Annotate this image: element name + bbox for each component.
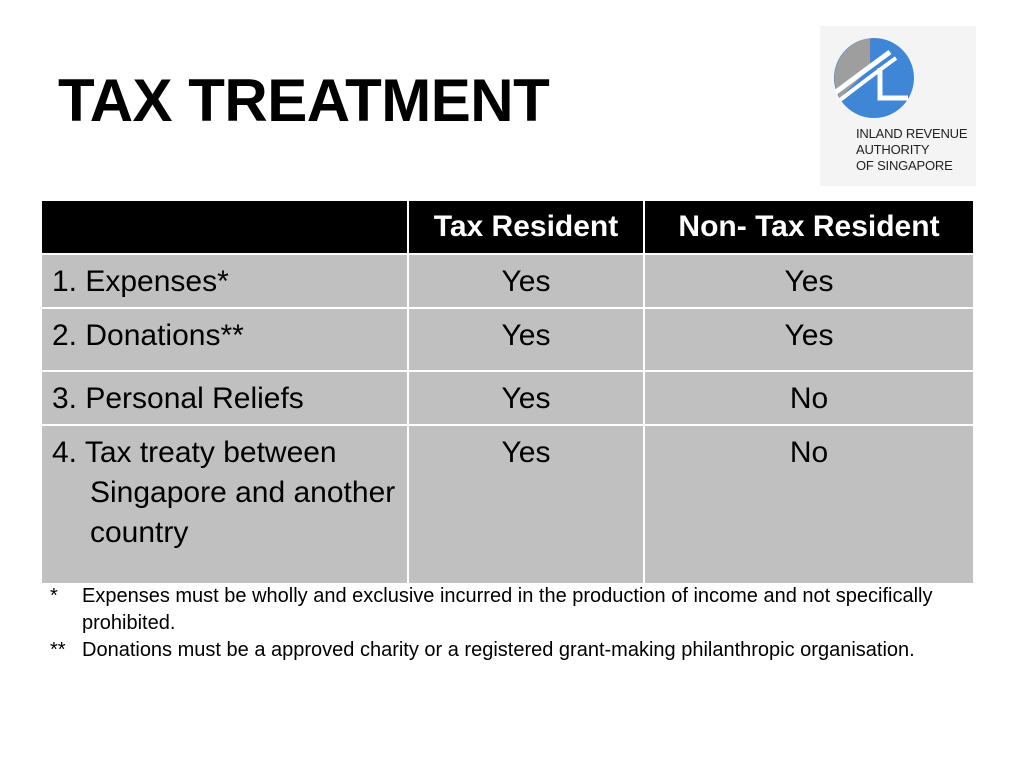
non-tax-resident-value: Yes: [644, 308, 974, 371]
iras-emblem-icon: [830, 34, 920, 124]
non-tax-resident-value: No: [644, 371, 974, 425]
logo-line-3: OF SINGAPORE: [856, 158, 953, 173]
logo-line-2: AUTHORITY: [856, 142, 930, 157]
non-tax-resident-value: No: [644, 425, 974, 584]
header-blank-cell: [41, 200, 408, 254]
table-row: [41, 425, 974, 584]
footnotes: [50, 583, 950, 664]
table-row: [41, 371, 974, 425]
tax-treatment-table: [40, 199, 975, 585]
tax-resident-value: Yes: [408, 371, 644, 425]
logo-line-1: INLAND REVENUE: [856, 126, 968, 141]
row-label: 2. Donations**: [41, 308, 408, 371]
tax-resident-value: Yes: [408, 308, 644, 371]
non-tax-resident-value: Yes: [644, 254, 974, 308]
footnote-text: Expenses must be wholly and exclusive incurred in the production of income and not specifically prohibited.: [82, 585, 933, 634]
tax-resident-value: Yes: [408, 254, 644, 308]
footnote-marker: *: [50, 585, 58, 607]
table-header-row: [41, 200, 974, 254]
logo-wordmark: [856, 126, 967, 174]
footnote-text: Donations must be a approved charity or a registered grant-making philanthropic organisation.: [82, 639, 915, 661]
table-row: [41, 254, 974, 308]
footnote-expenses: [50, 583, 950, 637]
iras-logo: [820, 26, 976, 186]
row-label-text: 4. Tax treaty between Singapore and another country: [52, 436, 396, 549]
footnote-donations: [50, 637, 950, 664]
header-tax-resident: Tax Resident: [408, 200, 644, 254]
slide-title: TAX TREATMENT: [58, 67, 550, 134]
header-non-tax-resident: Non- Tax Resident: [644, 200, 974, 254]
footnote-marker: **: [50, 639, 66, 661]
row-label: 3. Personal Reliefs: [41, 371, 408, 425]
table-row: [41, 308, 974, 371]
tax-resident-value: Yes: [408, 425, 644, 584]
row-label: 1. Expenses*: [41, 254, 408, 308]
row-label: [41, 425, 408, 584]
